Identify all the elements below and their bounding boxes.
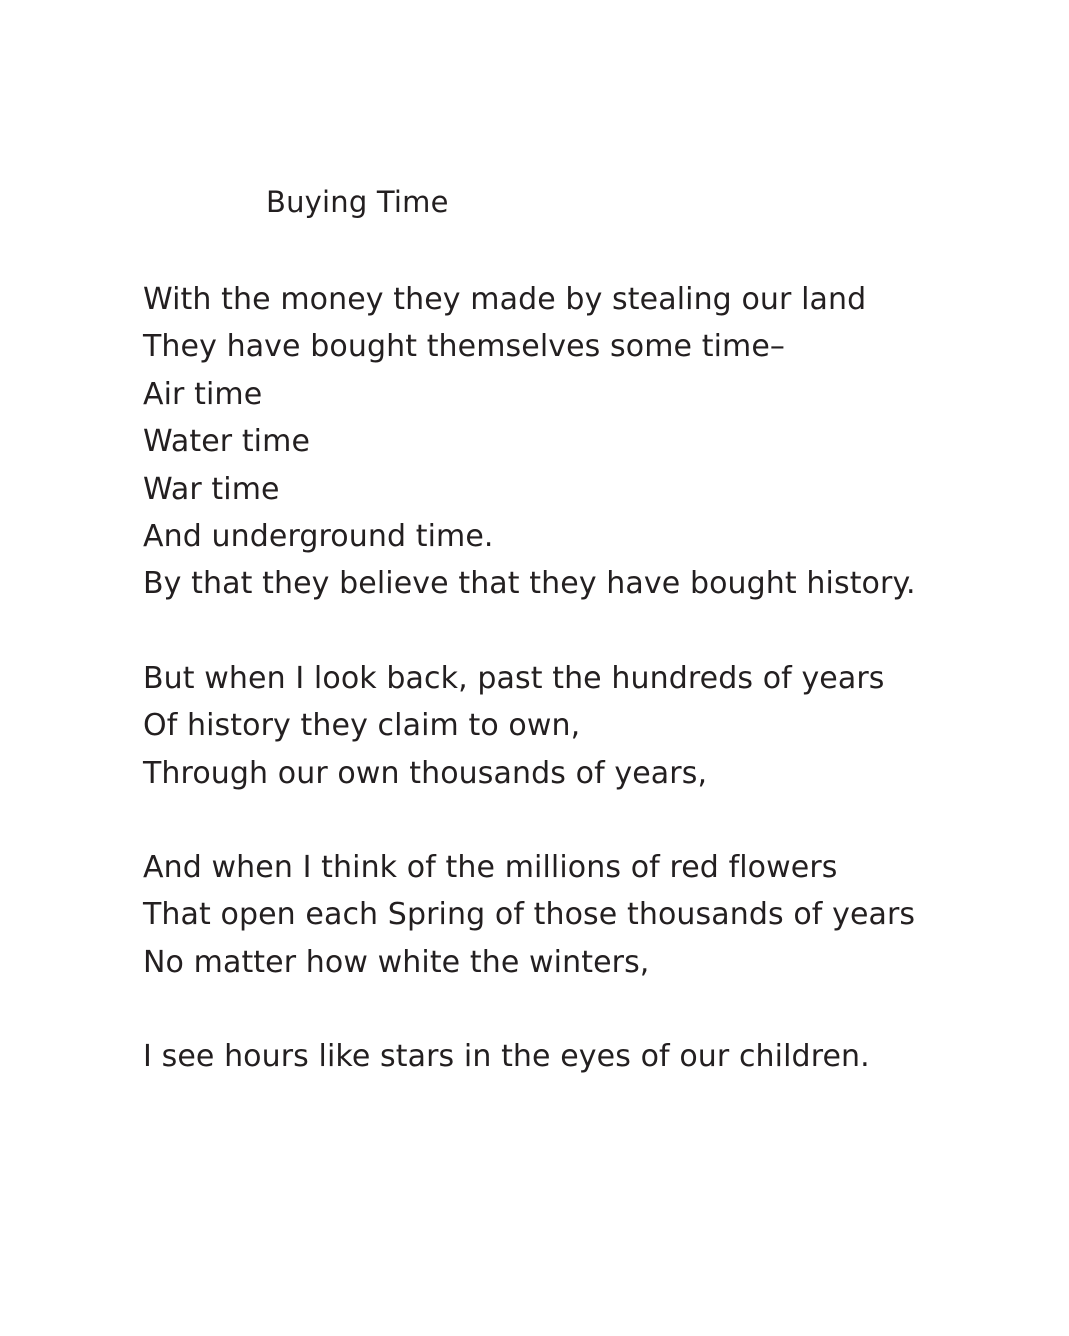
poem-line: No matter how white the winters,: [143, 944, 650, 980]
poem-body: [143, 276, 1043, 1127]
stanza-3: [143, 844, 1043, 986]
poem-line: With the money they made by stealing our land: [143, 282, 867, 317]
poem-line: By that they believe that they have bought history.: [143, 566, 916, 602]
poem-line: War time: [143, 471, 280, 507]
poem-line: Water time: [143, 424, 310, 460]
stanza-2: [143, 655, 1043, 797]
poem-line: And underground time.: [143, 518, 494, 554]
poem-line: They have bought themselves some time–: [143, 329, 786, 365]
poem-line: I see hours like stars in the eyes of our children.: [143, 1039, 870, 1075]
poem-line: And when I think of the millions of red flowers: [143, 849, 838, 885]
poem-line: But when I look back, past the hundreds of years: [143, 660, 885, 696]
poem-line: That open each Spring of those thousands of years: [143, 897, 916, 933]
stanza-1: [143, 276, 1043, 608]
poem-line: Of history they claim to own,: [143, 708, 581, 744]
poem-line: Air time: [143, 376, 263, 412]
poem-line: Through our own thousands of years,: [143, 755, 708, 791]
stanza-4: [143, 1033, 1043, 1080]
poem-title: Buying Time: [266, 185, 449, 219]
